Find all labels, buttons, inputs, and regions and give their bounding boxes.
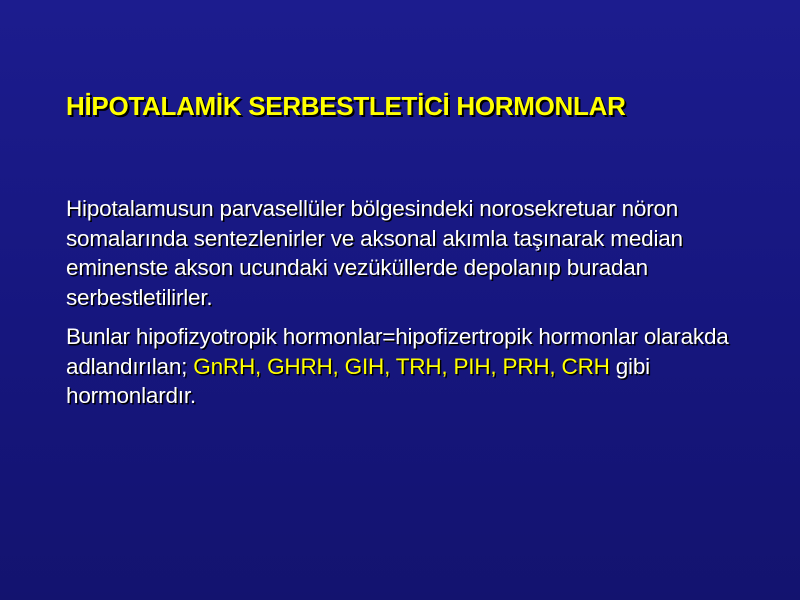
slide-body [66, 194, 771, 421]
body-paragraph-1: Hipotalamusun parvasellüler bölgesindeki norosekretuar nöron somalarında sentezlenirler ve aksonal akımla taşınarak median eminenste akson ucundaki vezüküllerde depolanıp buradan serbestletilirler. [66, 196, 683, 310]
slide-title: HİPOTALAMİK SERBESTLETİCİ HORMONLAR [66, 91, 626, 121]
hormone-list-highlight: GnRH, GHRH, GIH, TRH, PIH, PRH, CRH [193, 353, 610, 379]
paragraph-2-suffix: gibi hormonlardır. [66, 353, 650, 408]
body-paragraph-2 [66, 322, 771, 411]
paragraph-2-prefix: Bunlar hipofizyotropik hormonlar=hipofizertropik hormonlar olarakda adlandırılan; [66, 324, 729, 379]
